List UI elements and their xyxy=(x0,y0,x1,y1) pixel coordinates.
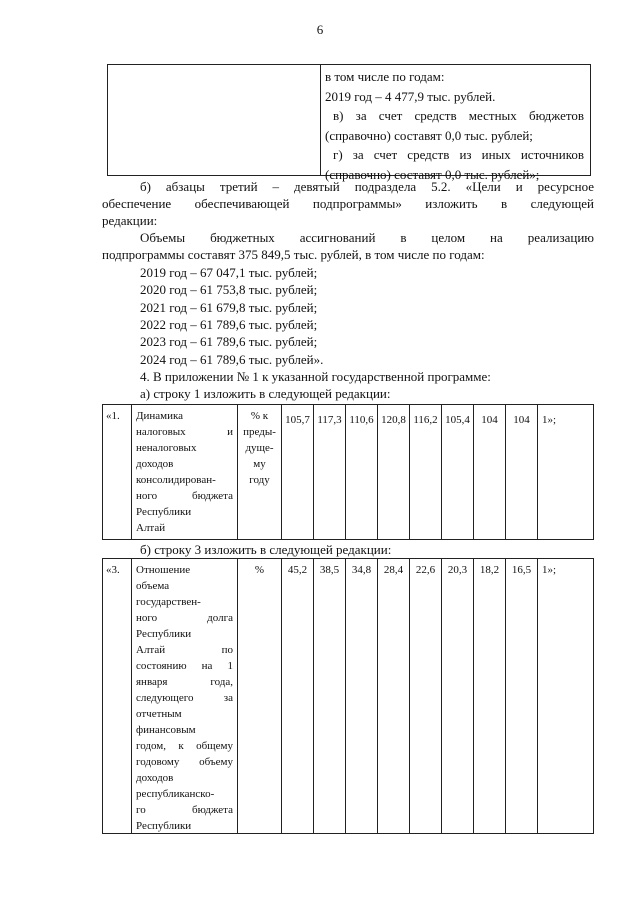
top-line: в) за счет средств местных бюджетов xyxy=(333,108,584,123)
year-line: 2024 год – 61 789,6 тыс. рублей». xyxy=(140,352,324,367)
row1-num: «1. xyxy=(103,405,132,539)
name-line: Республики xyxy=(136,820,192,832)
row1-value: 105,4 xyxy=(442,405,474,539)
row3-unit: % xyxy=(238,559,282,833)
row1-unit xyxy=(238,405,282,539)
name-line: доходов xyxy=(136,772,174,784)
row3-value: 22,6 xyxy=(410,559,442,833)
name-line: января года, xyxy=(136,676,233,688)
row1-value: 120,8 xyxy=(378,405,410,539)
name-line: отчетным xyxy=(136,708,182,720)
name-line: финансовым xyxy=(136,724,196,736)
top-table-empty-cell xyxy=(108,65,321,175)
name-line: го бюджета xyxy=(136,804,233,816)
item-b2: б) строку 3 изложить в следующей редакции: xyxy=(140,542,392,557)
name-line: Отношение xyxy=(136,564,191,576)
name-line: следующего за xyxy=(136,692,233,704)
name-line: неналоговых xyxy=(136,442,197,454)
row3-tail: 1»; xyxy=(542,564,557,576)
unit-line: % к xyxy=(250,410,269,422)
row3-value: 18,2 xyxy=(474,559,506,833)
item-a: а) строку 1 изложить в следующей редакции: xyxy=(140,386,391,401)
row1-value: 104 xyxy=(506,405,538,539)
year-line: 2022 год – 61 789,6 тыс. рублей; xyxy=(140,317,318,332)
unit-line: дуще- xyxy=(245,442,274,454)
row3-value: 28,4 xyxy=(378,559,410,833)
name-line: доходов xyxy=(136,458,174,470)
row1-value: 116,2 xyxy=(410,405,442,539)
top-line: 2019 год – 4 477,9 тыс. рублей. xyxy=(325,88,496,104)
name-line: состоянию на 1 xyxy=(136,660,233,672)
item-4: 4. В приложении № 1 к указанной государственной программе: xyxy=(140,369,491,384)
row1-name xyxy=(132,405,238,539)
row1-tail: 1»; xyxy=(542,414,557,426)
para-obj-line1: Объемы бюджетных ассигнований в целом на реализацию xyxy=(140,230,594,245)
para-b-line3: редакции: xyxy=(102,213,158,228)
row3-name xyxy=(132,559,238,833)
row3-value: 38,5 xyxy=(314,559,346,833)
year-line: 2020 год – 61 753,8 тыс. рублей; xyxy=(140,282,318,297)
unit-line: году xyxy=(249,474,270,486)
row3-value: 16,5 xyxy=(506,559,538,833)
year-line: 2021 год – 61 679,8 тыс. рублей; xyxy=(140,300,318,315)
top-table xyxy=(107,64,591,182)
row3-value: 20,3 xyxy=(442,559,474,833)
row3-value: 34,8 xyxy=(346,559,378,833)
name-line: государствен- xyxy=(136,596,201,608)
row1-value: 117,3 xyxy=(314,405,346,539)
name-line: Алтай xyxy=(136,522,166,534)
unit-line: му xyxy=(253,458,266,470)
para-b-line1: б) абзацы третий – девятый подраздела 5.2. «Цели и ресурсное xyxy=(140,179,594,194)
year-line: 2023 год – 61 789,6 тыс. рублей; xyxy=(140,334,318,349)
name-line: налоговых и xyxy=(136,426,233,438)
unit-line: преды- xyxy=(243,426,276,438)
name-line: консолидирован- xyxy=(136,474,216,486)
name-line: Алтай по xyxy=(136,644,233,656)
name-line: объема xyxy=(136,580,170,592)
top-line: в том числе по годам: xyxy=(325,69,445,84)
name-line: ного бюджета xyxy=(136,490,233,502)
name-line: Республики xyxy=(136,628,192,640)
name-line: годом, к общему xyxy=(136,740,233,752)
row1-value: 104 xyxy=(474,405,506,539)
name-line: Динамика xyxy=(136,410,184,422)
year-line: 2019 год – 67 047,1 тыс. рублей; xyxy=(140,265,318,280)
table-row-1 xyxy=(102,404,594,540)
name-line: республиканско- xyxy=(136,788,215,800)
top-line: (справочно) составят 0,0 тыс. рублей; xyxy=(325,127,533,143)
top-line: (справочно) составят 0,0 тыс. рублей»; xyxy=(325,166,540,182)
row1-value: 105,7 xyxy=(282,405,314,539)
para-obj-line2: подпрограммы составят 375 849,5 тыс. рублей, в том числе по годам: xyxy=(102,247,485,262)
name-line: ного долга xyxy=(136,612,233,624)
table-row-3 xyxy=(102,558,594,834)
row3-num: «3. xyxy=(103,559,132,833)
name-line: Республики xyxy=(136,506,192,518)
row3-value: 45,2 xyxy=(282,559,314,833)
top-line: г) за счет средств из иных источников xyxy=(333,147,584,162)
top-table-text-cell xyxy=(321,65,590,182)
page-number: 6 xyxy=(316,22,324,37)
name-line: годовому объему xyxy=(136,756,233,768)
para-b-line2: обеспечение обеспечивающей подпрограммы» изложить в следующей xyxy=(102,196,594,211)
row1-value: 110,6 xyxy=(346,405,378,539)
